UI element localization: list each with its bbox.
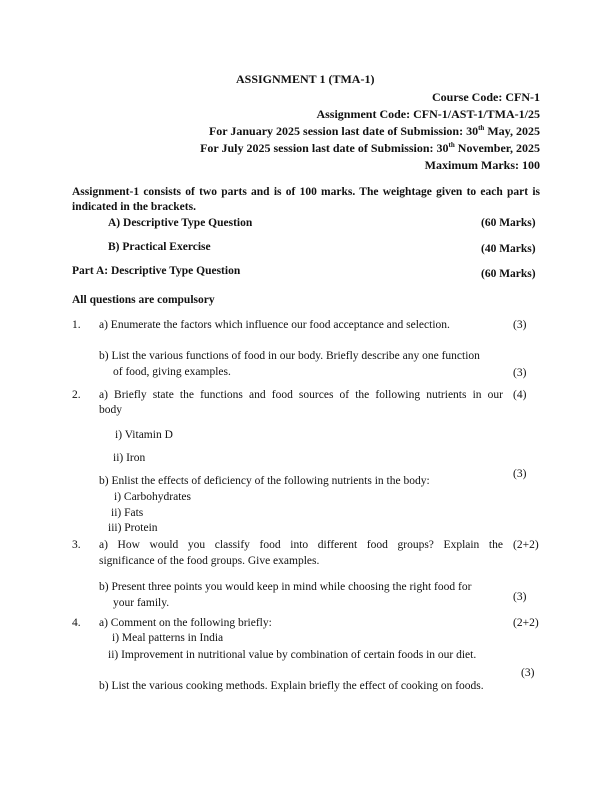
part-a-label: A) Descriptive Type Question <box>108 217 253 229</box>
q2-b-text: b) Enlist the effects of deficiency of the following nutrients in the body: <box>99 475 430 487</box>
q3-a-marks: (2+2) <box>513 539 539 551</box>
q2-a-item-2: ii) Iron <box>113 452 146 464</box>
january-deadline: For January 2025 session last date of Submission: 30th May, 2025 <box>208 124 540 138</box>
q1-b-text-line-2: of food, giving examples. <box>113 366 231 378</box>
q2-b-item-2: ii) Fats <box>111 507 144 519</box>
q4-a-item-2: ii) Improvement in nutritional value by combination of certain foods in our diet. <box>108 649 477 661</box>
q2-a-item-1: i) Vitamin D <box>115 429 173 441</box>
maximum-marks: Maximum Marks: 100 <box>424 158 540 172</box>
q3-b-text-line-2: your family. <box>113 597 170 609</box>
q2-a-marks: (4) <box>513 389 527 401</box>
assignment-title: ASSIGNMENT 1 (TMA-1) <box>236 72 375 86</box>
intro-line-1: Assignment-1 consists of two parts and is of 100 marks. The weightage given to each part is <box>72 186 540 198</box>
q3-b-marks: (3) <box>513 591 527 603</box>
course-code: Course Code: CFN-1 <box>432 90 540 104</box>
q2-a-text-line-1: a) Briefly state the functions and food sources of the following nutrients in our <box>99 389 503 401</box>
q1-number: 1. <box>72 319 81 331</box>
q4-a-item-1: i) Meal patterns in India <box>112 632 224 644</box>
q1-b-marks: (3) <box>513 367 527 379</box>
q1-a-text: a) Enumerate the factors which influence our food acceptance and selection. <box>99 319 450 331</box>
q4-b-text: b) List the various cooking methods. Explain briefly the effect of cooking on foods. <box>99 680 484 692</box>
q4-a-marks: (2+2) <box>513 617 539 629</box>
q3-number: 3. <box>72 539 81 551</box>
q3-a-text-line-2: significance of the food groups. Give examples. <box>99 555 320 567</box>
part-b-label: B) Practical Exercise <box>108 241 211 253</box>
q4-number: 4. <box>72 617 81 629</box>
q1-b-text-line-1: b) List the various functions of food in our body. Briefly describe any one function <box>99 350 480 362</box>
q4-b-marks: (3) <box>521 667 535 679</box>
assignment-code: Assignment Code: CFN-1/AST-1/TMA-1/25 <box>316 107 540 121</box>
q3-b-text-line-1: b) Present three points you would keep in mind while choosing the right food for <box>99 581 472 593</box>
intro-line-2: indicated in the brackets. <box>72 201 196 213</box>
q2-number: 2. <box>72 389 81 401</box>
section-marks: (60 Marks) <box>481 268 536 280</box>
q2-a-text-line-2: body <box>99 404 122 416</box>
q2-b-item-3: iii) Protein <box>108 522 158 534</box>
part-b-marks: (40 Marks) <box>481 243 536 255</box>
q4-a-text: a) Comment on the following briefly: <box>99 617 272 629</box>
part-a-marks: (60 Marks) <box>481 217 536 229</box>
instruction: All questions are compulsory <box>72 294 215 306</box>
q2-b-marks: (3) <box>513 468 527 480</box>
july-deadline: For July 2025 session last date of Submission: 30th November, 2025 <box>200 141 540 155</box>
q1-a-marks: (3) <box>513 319 527 331</box>
section-heading: Part A: Descriptive Type Question <box>72 265 241 277</box>
q2-b-item-1: i) Carbohydrates <box>114 491 191 503</box>
q3-a-text-line-1: a) How would you classify food into different food groups? Explain the <box>99 539 503 551</box>
